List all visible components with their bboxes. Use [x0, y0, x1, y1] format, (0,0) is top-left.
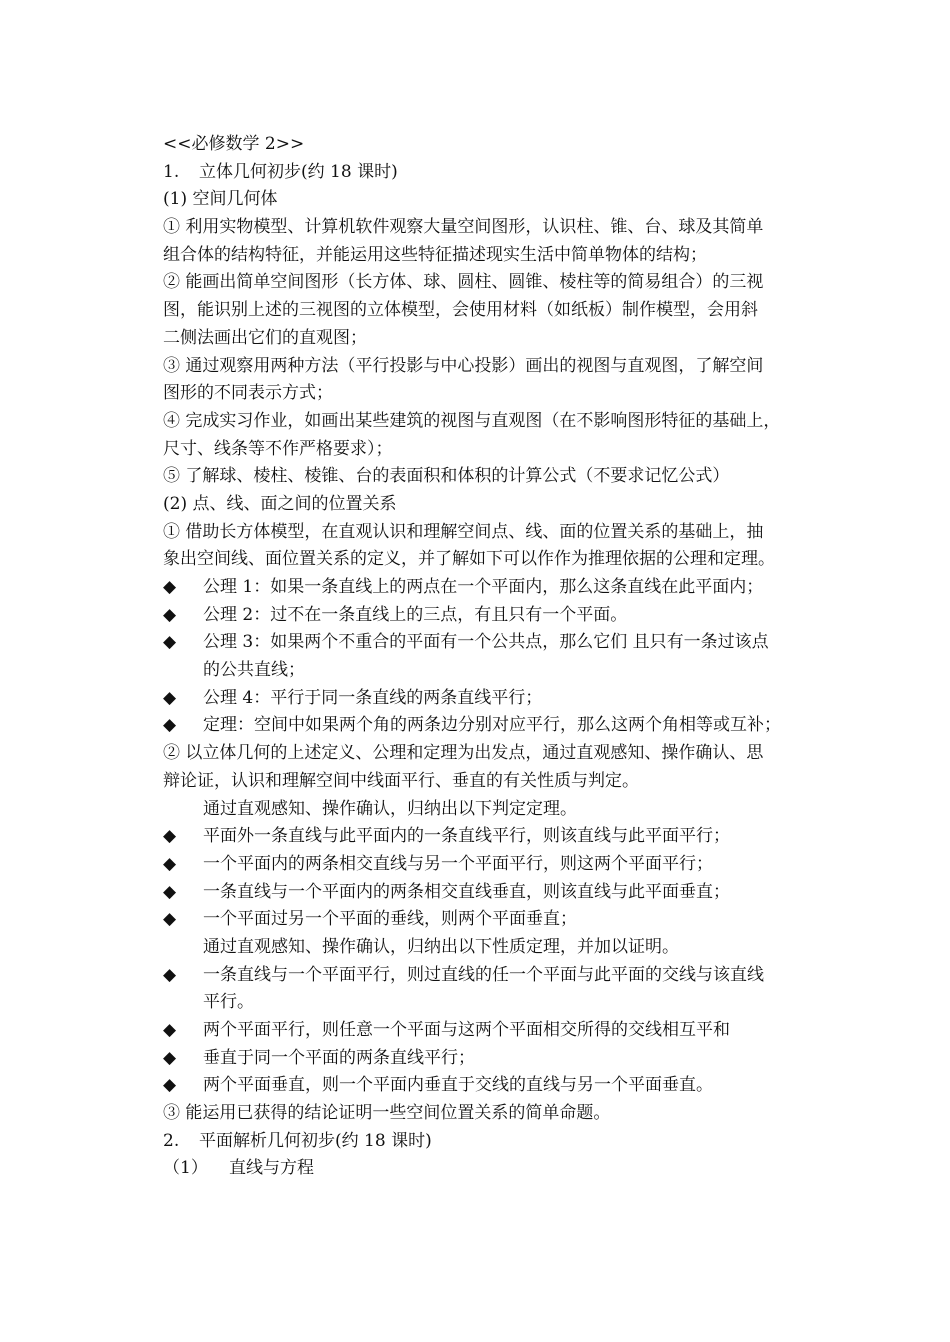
bullet-item	[163, 685, 853, 713]
diamond-bullet-icon: ◆	[163, 1075, 177, 1096]
subsection-heading-3	[163, 1155, 853, 1183]
bullet-continuation: 的公共直线；	[203, 660, 305, 681]
bullet-item	[163, 962, 853, 990]
paragraph-line: ② 能画出简单空间图形（长方体、球、圆柱、圆锥、棱柱等的简易组合）的三视	[163, 272, 764, 293]
bullet-item	[163, 823, 853, 851]
intro-line: 通过直观感知、操作确认，归纳出以下性质定理，并加以证明。	[203, 936, 679, 957]
section-title: 平面解析几何初步(约 18 课时)	[199, 1130, 432, 1151]
paragraph-line: 组合体的结构特征，并能运用这些特征描述现实生活中简单物体的结构；	[163, 244, 707, 265]
bullet-text: 一条直线与一个平面内的两条相交直线垂直，则该直线与此平面垂直；	[203, 881, 730, 902]
bullet-continuation: 平行。	[203, 992, 254, 1013]
paragraph-line: ① 利用实物模型、计算机软件观察大量空间图形，认识柱、锥、台、球及其简单	[163, 217, 764, 238]
bullet-text: 公理 3：如果两个不重合的平面有一个公共点，那么它们 且只有一条过该点	[203, 632, 769, 653]
paragraph-line: 象出空间线、面位置关系的定义，并了解如下可以作作为推理依据的公理和定理。	[163, 549, 775, 570]
document-body	[163, 131, 853, 1183]
diamond-bullet-icon: ◆	[163, 715, 177, 736]
doc-title: <<必修数学 2>>	[163, 134, 305, 154]
bullet-item	[163, 602, 853, 630]
section-number: 2.	[163, 1130, 180, 1151]
section-heading-2	[163, 1128, 853, 1156]
diamond-bullet-icon: ◆	[163, 964, 177, 985]
paragraph-line: ⑤ 了解球、棱柱、棱锥、台的表面积和体积的计算公式（不要求记忆公式）	[163, 466, 730, 487]
paragraph-line: 尺寸、线条等不作严格要求）；	[163, 438, 393, 459]
section-number: 1.	[163, 161, 180, 182]
paragraph-line: ③ 能运用已获得的结论证明一些空间位置关系的简单命题。	[163, 1103, 611, 1124]
diamond-bullet-icon: ◆	[163, 1020, 177, 1040]
bullet-item	[163, 574, 853, 602]
bullet-text: 公理 2：过不在一条直线上的三点，有且只有一个平面。	[203, 604, 628, 625]
bullet-text: 公理 4：平行于同一条直线的两条直线平行；	[203, 687, 543, 708]
bullet-text: 公理 1：如果一条直线上的两点在一个平面内，那么这条直线在此平面内；	[203, 577, 764, 597]
subsection-heading-1: (1) 空间几何体	[163, 189, 278, 210]
diamond-bullet-icon: ◆	[163, 909, 177, 930]
diamond-bullet-icon: ◆	[163, 632, 177, 653]
bullet-item	[163, 712, 853, 740]
bullet-item	[163, 1017, 853, 1045]
bullet-text: 两个平面平行，则任意一个平面与这两个平面相交所得的交线相互平和	[203, 1020, 730, 1040]
subsection-title: 直线与方程	[229, 1158, 314, 1179]
bullet-text: 一个平面内的两条相交直线与另一个平面平行，则这两个平面平行；	[203, 853, 713, 874]
diamond-bullet-icon: ◆	[163, 577, 177, 597]
bullet-text: 一条直线与一个平面平行，则过直线的任一个平面与此平面的交线与该直线	[203, 964, 764, 985]
bullet-text: 垂直于同一个平面的两条直线平行；	[203, 1047, 475, 1068]
paragraph-line: 图形的不同表示方式；	[163, 383, 333, 404]
paragraph-line: 二侧法画出它们的直观图；	[163, 327, 367, 348]
diamond-bullet-icon: ◆	[163, 853, 177, 874]
bullet-item	[163, 879, 853, 907]
diamond-bullet-icon: ◆	[163, 687, 177, 708]
paragraph-line: ③ 通过观察用两种方法（平行投影与中心投影）画出的视图与直观图，了解空间	[163, 355, 764, 376]
bullet-item	[163, 906, 853, 934]
paragraph-line: ① 借助长方体模型，在直观认识和理解空间点、线、面的位置关系的基础上，抽	[163, 521, 764, 542]
section-heading-1	[163, 159, 853, 187]
bullet-text: 两个平面垂直，则一个平面内垂直于交线的直线与另一个平面垂直。	[203, 1075, 713, 1096]
intro-line: 通过直观感知、操作确认，归纳出以下判定定理。	[203, 798, 577, 819]
subsection-number: （1）	[163, 1158, 208, 1179]
subsection-heading-2: (2) 点、线、面之间的位置关系	[163, 493, 397, 514]
section-title: 立体几何初步(约 18 课时)	[199, 161, 398, 182]
bullet-item	[163, 851, 853, 879]
paragraph-line: ④ 完成实习作业，如画出某些建筑的视图与直观图（在不影响图形特征的基础上，	[163, 410, 781, 431]
diamond-bullet-icon: ◆	[163, 1047, 177, 1068]
bullet-item	[163, 1072, 853, 1100]
bullet-text: 定理：空间中如果两个角的两条边分别对应平行，那么这两个角相等或互补；	[203, 715, 781, 736]
diamond-bullet-icon: ◆	[163, 604, 177, 625]
paragraph-line: ② 以立体几何的上述定义、公理和定理为出发点，通过直观感知、操作确认、思	[163, 743, 764, 764]
bullet-text: 平面外一条直线与此平面内的一条直线平行，则该直线与此平面平行；	[203, 826, 730, 847]
paragraph-line: 辩论证，认识和理解空间中线面平行、垂直的有关性质与判定。	[163, 770, 639, 791]
diamond-bullet-icon: ◆	[163, 826, 177, 847]
bullet-item	[163, 629, 853, 657]
diamond-bullet-icon: ◆	[163, 881, 177, 902]
bullet-text: 一个平面过另一个平面的垂线，则两个平面垂直；	[203, 909, 577, 930]
bullet-item	[163, 1045, 853, 1073]
paragraph-line: 图，能识别上述的三视图的立体模型，会使用材料（如纸板）制作模型，会用斜	[163, 300, 758, 321]
